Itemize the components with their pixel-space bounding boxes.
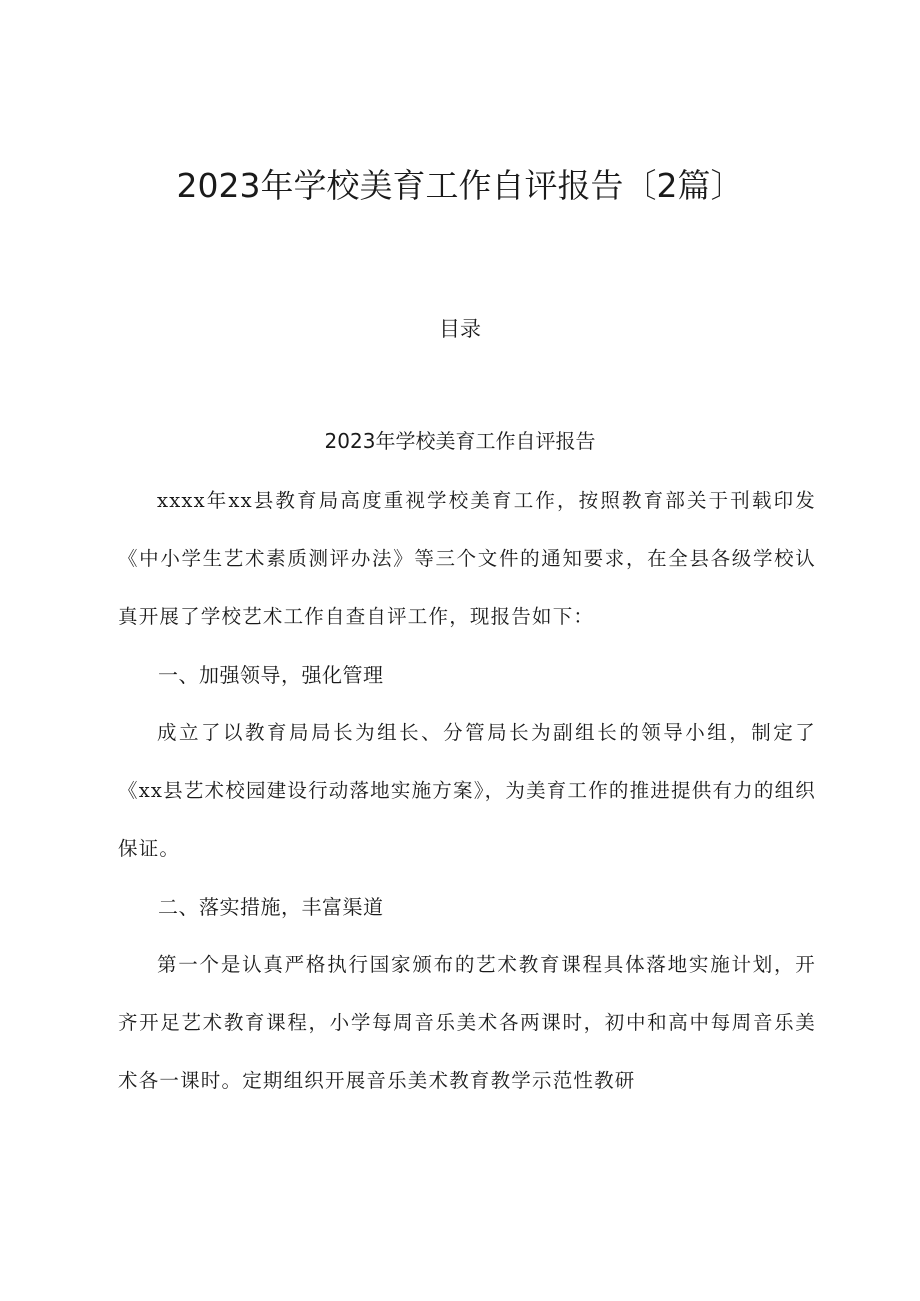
section-paragraph-1: 成立了以教育局局长为组长、分管局长为副组长的领导小组，制定了《xx县艺术校园建设行动落地实施方案》，为美育工作的推进提供有力的组织保证。 — [118, 721, 816, 860]
section-paragraph-2: 第一个是认真严格执行国家颁布的艺术教育课程具体落地实施计划，开齐开足艺术教育课程，小学每周音乐美术各两课时，初中和高中每周音乐美术各一课时。定期组织开展音乐美术教育教学示范性教研 — [118, 953, 816, 1092]
section-heading-1: 一、加强领导，强化管理 — [158, 663, 384, 687]
intro-paragraph: xxxx年xx县教育局高度重视学校美育工作，按照教育部关于刊载印发《中小学生艺术素质测评办法》等三个文件的通知要求，在全县各级学校认真开展了学校艺术工作自查自评工作，现报告如下： — [118, 489, 816, 628]
report-body — [118, 472, 816, 1110]
toc-heading: 目录 — [439, 317, 481, 341]
report-title: 2023年学校美育工作自评报告 — [324, 429, 596, 453]
document-title: 2023年学校美育工作自评报告〔2篇〕 — [176, 166, 744, 205]
section-heading-2: 二、落实措施，丰富渠道 — [158, 895, 384, 919]
